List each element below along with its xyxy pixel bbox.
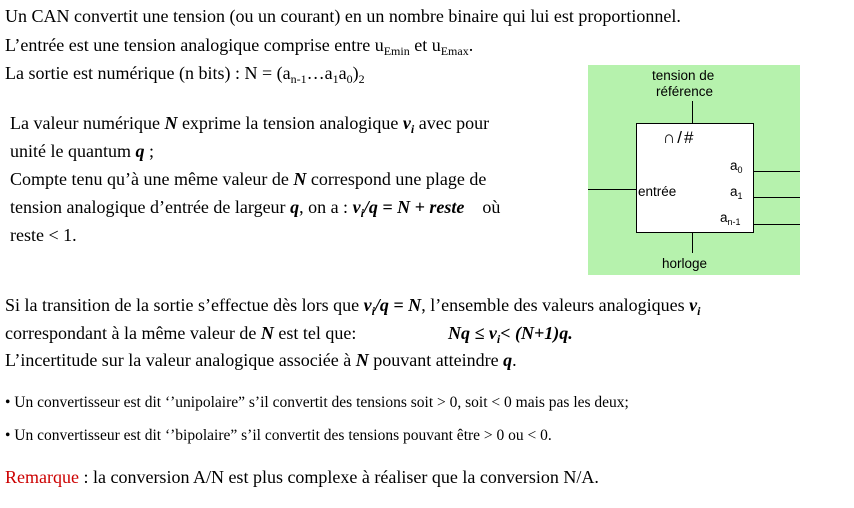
remark: Remarque : la conversion A/N est plus complexe à réaliser que la conversion N/A. bbox=[5, 467, 599, 487]
remark-label: Remarque bbox=[5, 467, 79, 487]
para1-line-5: reste < 1. bbox=[10, 225, 77, 245]
reference-label-1: tension de bbox=[652, 68, 715, 83]
reference-wire bbox=[692, 101, 693, 123]
output-an-label: $a_{n-1}$ bbox=[720, 210, 741, 227]
inequality-formula: $Nq \le v_i< (N+1)q$. bbox=[448, 323, 573, 346]
para2-line-2: correspondant à la même valeur de N est tel que: bbox=[5, 323, 357, 343]
input-label: entrée bbox=[638, 184, 677, 199]
intro-line-1: Un CAN convertit une tension (ou un courant) en un nombre binaire qui lui est proportionnel. bbox=[5, 6, 681, 26]
para2-line-3: L’incertitude sur la valeur analogique associée à N pouvant atteindre q. bbox=[5, 350, 517, 370]
para1-line-1: La valeur numérique N exprime la tension analogique $v_i$ avec pour bbox=[10, 113, 490, 136]
clock-wire bbox=[692, 233, 693, 253]
output-a1-wire bbox=[754, 197, 800, 198]
output-an-wire bbox=[754, 224, 800, 225]
para2-line-1: Si la transition de la sortie s’effectue dès lors que $v_i/q = N$, l’ensemble des valeurs analogiques $v_i$ bbox=[5, 295, 701, 318]
intro-line-2: L’entrée est une tension analogique comprise entre $u_{Emin}$ et $u_{Emax}$. bbox=[5, 35, 474, 58]
output-a0-label: $a_0$ bbox=[730, 158, 743, 175]
intro-line-3: La sortie est numérique (n bits) : $N = (a_{n-1}\dots a_1a_0)_2$ bbox=[5, 63, 365, 86]
bullet-bipolaire: • Un convertisseur est dit ‘’bipolaire” s’il convertit des tensions pouvant être > 0 ou < 0. bbox=[5, 427, 552, 444]
reference-label-2: référence bbox=[656, 84, 714, 99]
output-a1-label: $a_1$ bbox=[730, 184, 743, 201]
output-a0-wire bbox=[754, 171, 800, 172]
converter-symbol: ∩/# bbox=[663, 128, 696, 147]
para1-line-3: Compte tenu qu’à une même valeur de N correspond une plage de bbox=[10, 169, 487, 189]
para1-line-2: unité le quantum q ; bbox=[10, 141, 154, 161]
clock-label: horloge bbox=[662, 256, 708, 271]
bullet-unipolaire: • Un convertisseur est dit ‘’unipolaire” s’il convertit des tensions soit > 0, soit < 0 mais pas les deux; bbox=[5, 394, 629, 411]
para1-line-4: tension analogique d’entrée de largeur q, on a : $v_i/q = N$ + reste où bbox=[10, 197, 501, 220]
input-wire bbox=[588, 189, 636, 190]
